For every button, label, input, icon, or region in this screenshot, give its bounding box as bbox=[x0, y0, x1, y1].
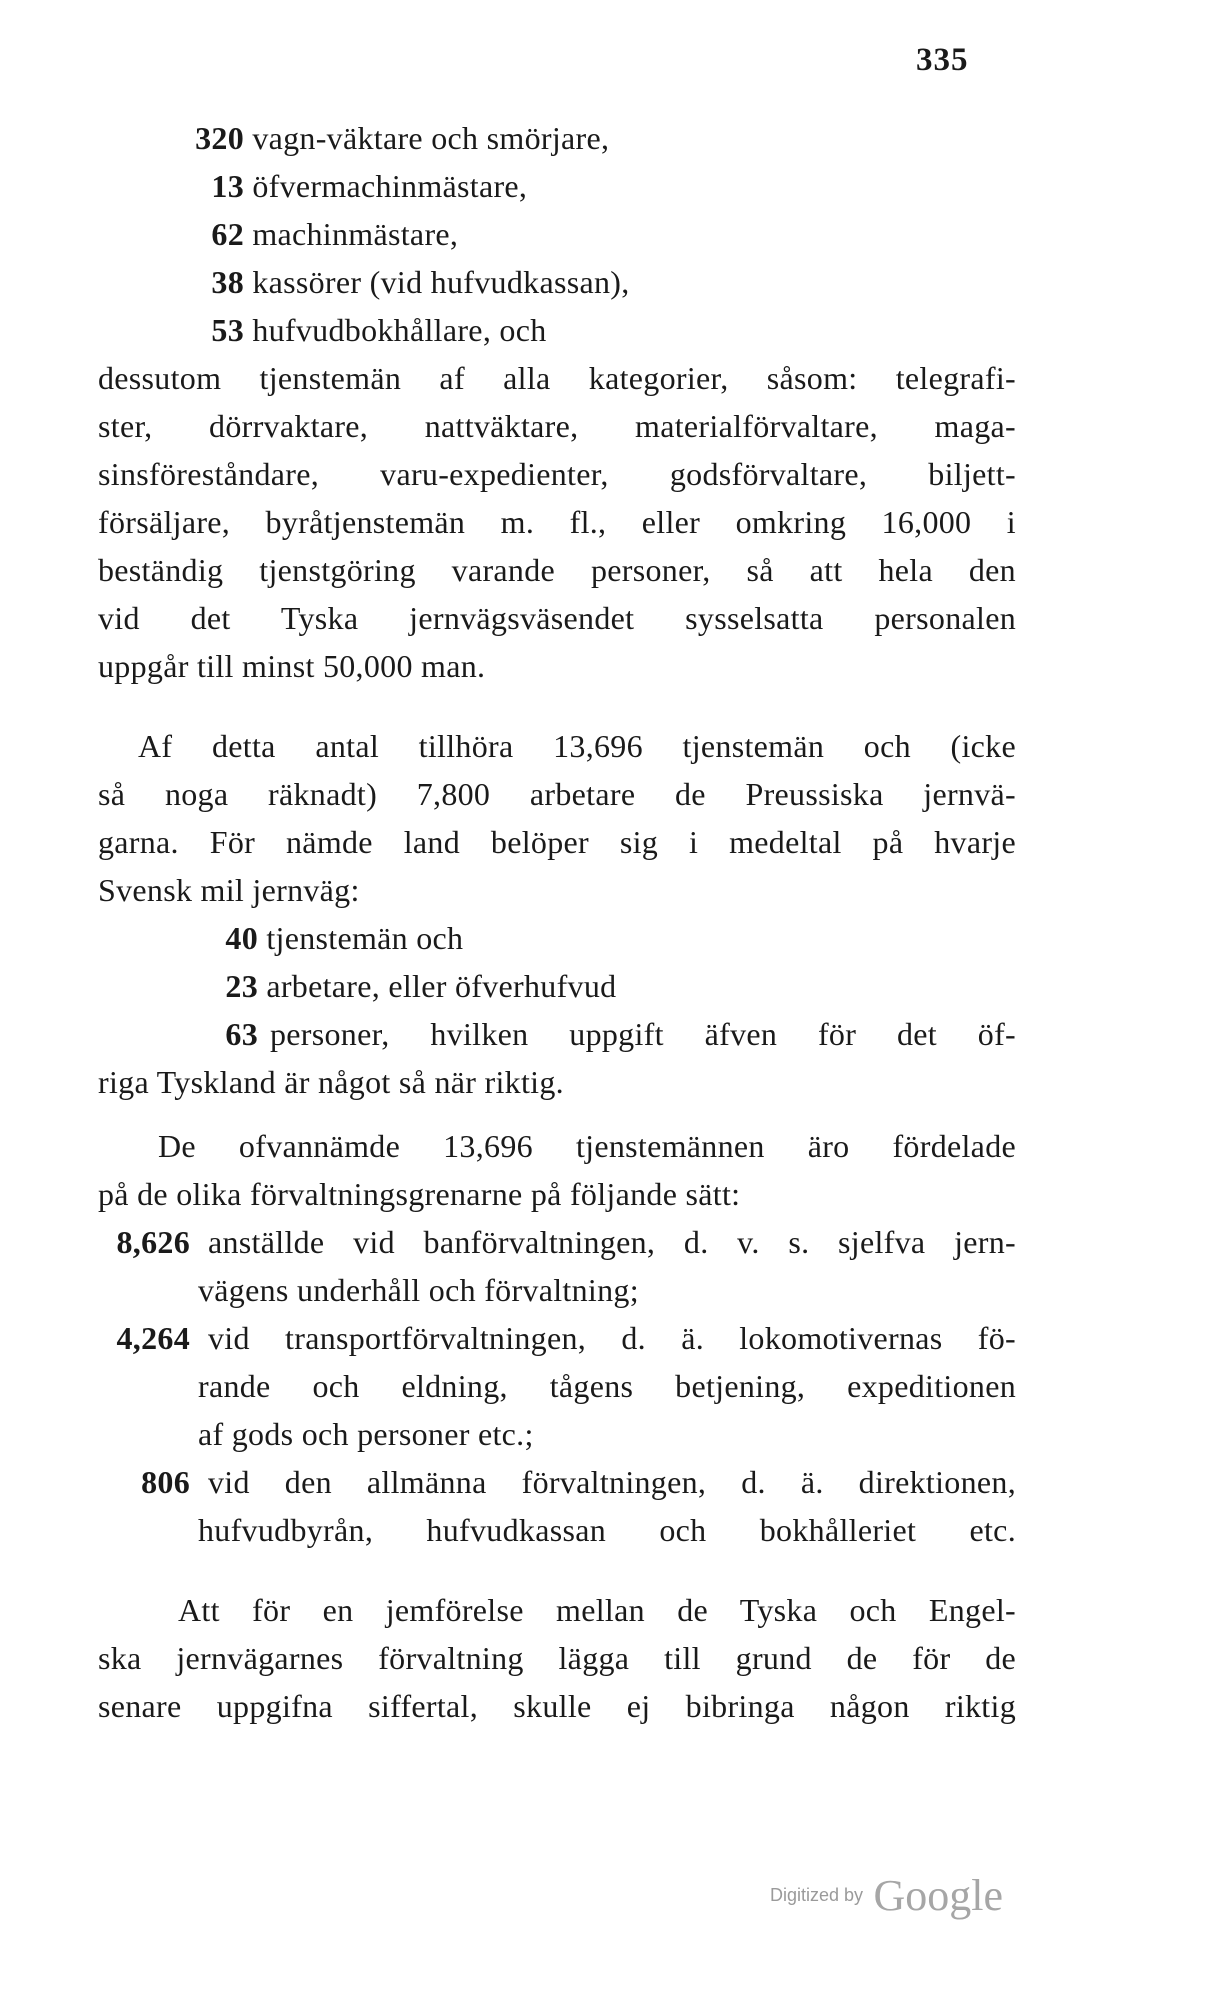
paragraph-line: ster, dörrvaktare, nattväktare, materialförvaltare, maga- bbox=[98, 408, 1016, 444]
paragraph-line: De ofvannämde 13,696 tjenstemännen äro fördelade bbox=[158, 1128, 1016, 1164]
item-title: machinmästare, bbox=[252, 216, 459, 252]
list-item bbox=[214, 1014, 1016, 1054]
distribution-line: rande och eldning, tågens betjening, expeditionen bbox=[198, 1368, 1016, 1404]
item-title: öfvermachinmästare, bbox=[252, 168, 528, 204]
item-title: kassörer (vid hufvudkassan), bbox=[252, 264, 630, 300]
list-item bbox=[186, 118, 609, 158]
item-text: tjenstemän och bbox=[266, 920, 464, 956]
distribution-line: anställde vid banförvaltningen, d. v. s. sjelfva jern- bbox=[208, 1224, 1016, 1260]
item-count: 63 bbox=[225, 1016, 258, 1052]
paragraph-line: dessutom tjenstemän af alla kategorier, såsom: telegrafi- bbox=[98, 360, 1016, 396]
item-count: 23 bbox=[225, 968, 258, 1004]
distribution-count: 4,264 bbox=[116, 1320, 190, 1356]
item-count: 320 bbox=[195, 120, 244, 156]
distribution-line: vägens underhåll och förvaltning; bbox=[198, 1272, 639, 1308]
paragraph-line: vid det Tyska jernvägsväsendet sysselsatta personalen bbox=[98, 600, 1016, 636]
list-item bbox=[186, 214, 458, 254]
item-text: personer, hvilken uppgift äfven för det öf- bbox=[270, 1016, 1016, 1052]
distribution-line: vid transportförvaltningen, d. ä. lokomotivernas fö- bbox=[208, 1320, 1016, 1356]
item-title: hufvudbokhållare, och bbox=[252, 312, 547, 348]
distribution-count: 806 bbox=[141, 1464, 190, 1500]
list-item bbox=[186, 166, 527, 206]
paragraph-line: försäljare, byråtjenstemän m. fl., eller omkring 16,000 i bbox=[98, 504, 1016, 540]
paragraph-line: uppgår till minst 50,000 man. bbox=[98, 648, 486, 684]
paragraph-line: sinsföreståndare, varu-expedienter, godsförvaltare, biljett- bbox=[98, 456, 1016, 492]
paragraph-line: riga Tyskland är något så när riktig. bbox=[98, 1064, 564, 1100]
digitized-watermark bbox=[770, 1870, 1003, 1921]
item-count: 38 bbox=[211, 264, 244, 300]
paragraph-line: på de olika förvaltningsgrenarne på följande sätt: bbox=[98, 1176, 741, 1212]
distribution-line: af gods och personer etc.; bbox=[198, 1416, 534, 1452]
paragraph-line: Af detta antal tillhöra 13,696 tjenstemän och (icke bbox=[138, 728, 1016, 764]
item-count: 62 bbox=[211, 216, 244, 252]
list-item bbox=[186, 310, 547, 350]
paragraph-line: senare uppgifna siffertal, skulle ej bibringa någon riktig bbox=[98, 1688, 1016, 1724]
distribution-count: 8,626 bbox=[116, 1224, 190, 1260]
item-count: 40 bbox=[225, 920, 258, 956]
paragraph-line: Att för en jemförelse mellan de Tyska och Engel- bbox=[178, 1592, 1016, 1628]
list-item bbox=[214, 918, 463, 958]
item-count: 53 bbox=[211, 312, 244, 348]
paragraph-line: så noga räknadt) 7,800 arbetare de Preussiska jernvä- bbox=[98, 776, 1016, 812]
watermark-brand: Google bbox=[873, 1871, 1004, 1920]
item-title: vagn-väktare och smörjare, bbox=[252, 120, 610, 156]
distribution-line: hufvudbyrån, hufvudkassan och bokhålleriet etc. bbox=[198, 1512, 1016, 1548]
list-item bbox=[214, 966, 616, 1006]
list-item bbox=[186, 262, 630, 302]
paragraph-line: ska jernvägarnes förvaltning lägga till grund de för de bbox=[98, 1640, 1016, 1676]
paragraph-line: beständig tjenstgöring varande personer, så att hela den bbox=[98, 552, 1016, 588]
paragraph-line: garna. För nämde land belöper sig i medeltal på hvarje bbox=[98, 824, 1016, 860]
item-text: arbetare, eller öfverhufvud bbox=[266, 968, 617, 1004]
distribution-line: vid den allmänna förvaltningen, d. ä. direktionen, bbox=[208, 1464, 1016, 1500]
watermark-prefix: Digitized by bbox=[770, 1885, 864, 1905]
page-number: 335 bbox=[916, 42, 969, 78]
item-count: 13 bbox=[211, 168, 244, 204]
paragraph-line: Svensk mil jernväg: bbox=[98, 872, 360, 908]
